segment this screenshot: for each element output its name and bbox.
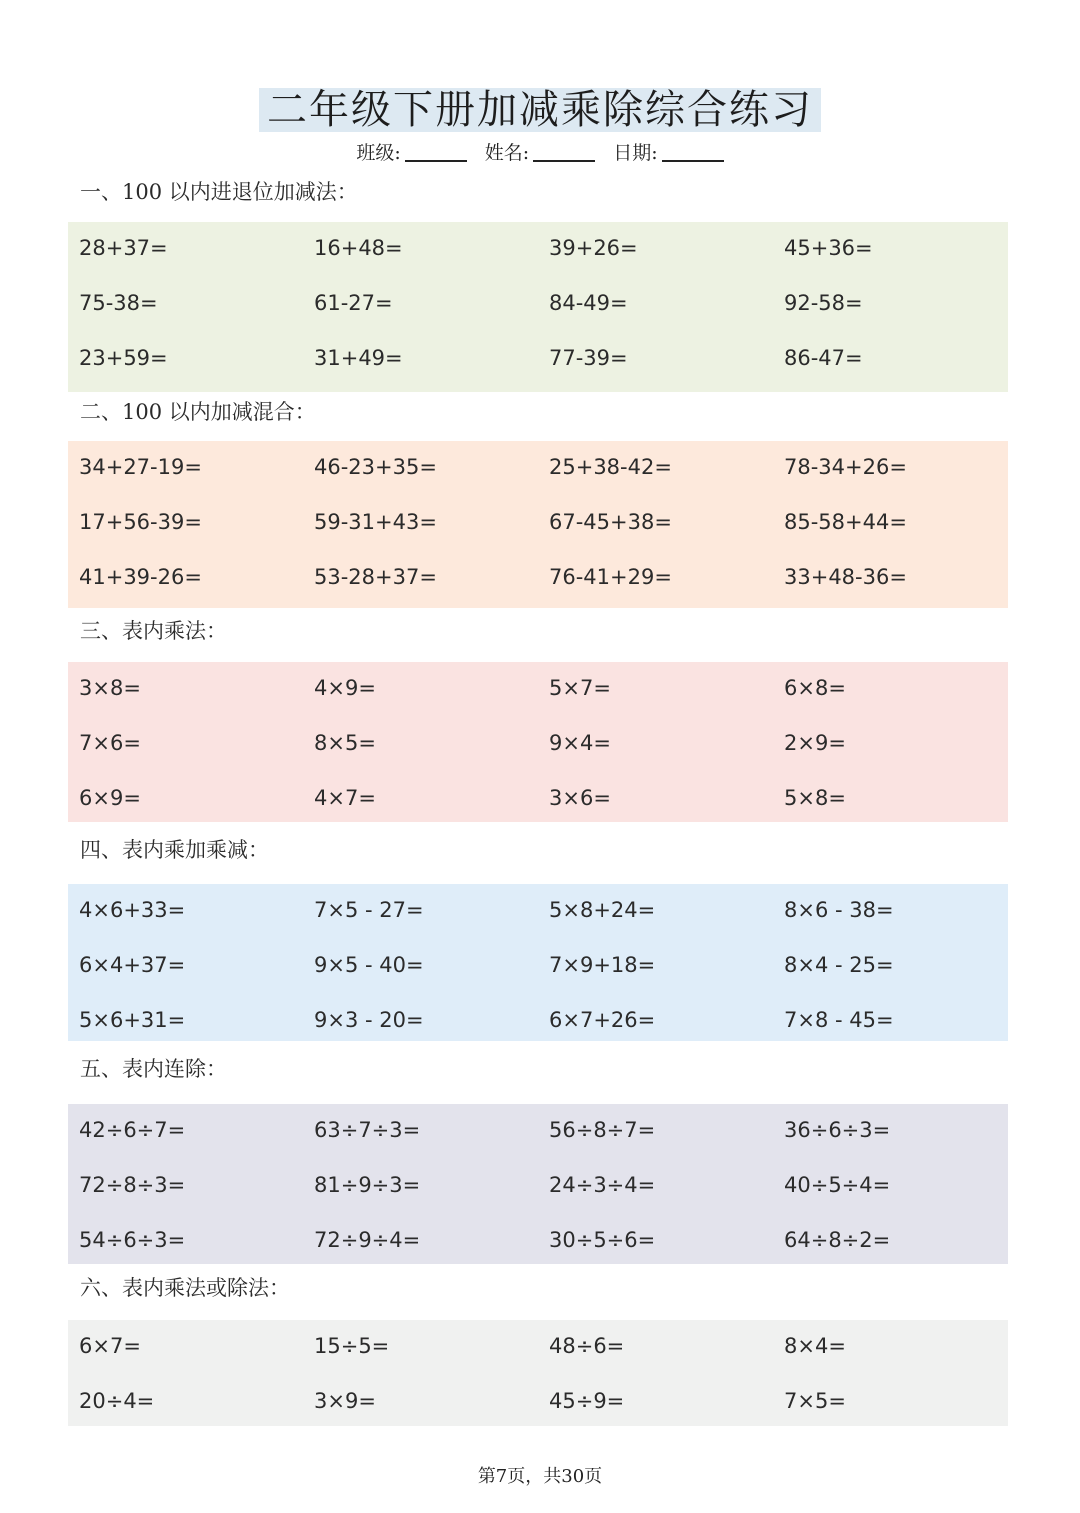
math-problem: 15÷5= — [314, 1334, 390, 1358]
problem-row — [68, 1000, 1008, 1040]
math-problem: 9×3 - 20= — [314, 1008, 424, 1032]
math-problem: 9×5 - 40= — [314, 953, 424, 977]
section-title: 五、表内连除： — [80, 1057, 227, 1081]
math-problem: 64÷8÷2= — [784, 1228, 891, 1252]
math-problem: 39+26= — [549, 236, 638, 260]
math-problem: 28+37= — [79, 236, 168, 260]
math-problem: 4×9= — [314, 676, 376, 700]
problem-row — [68, 723, 1008, 763]
math-problem: 7×5 - 27= — [314, 898, 424, 922]
math-problem: 2×9= — [784, 731, 846, 755]
math-problem: 45+36= — [784, 236, 873, 260]
math-problem: 77-39= — [549, 346, 628, 370]
problem-row — [68, 890, 1008, 930]
math-problem: 63÷7÷3= — [314, 1118, 421, 1142]
date-field — [613, 140, 723, 166]
math-problem: 36÷6÷3= — [784, 1118, 891, 1142]
problem-row — [68, 1165, 1008, 1205]
date-blank[interactable] — [662, 142, 724, 162]
math-problem: 61-27= — [314, 291, 393, 315]
class-field — [356, 140, 466, 166]
math-problem: 3×6= — [549, 786, 611, 810]
math-problem: 34+27-19= — [79, 455, 202, 479]
math-problem: 3×9= — [314, 1389, 376, 1413]
name-blank[interactable] — [533, 142, 595, 162]
class-blank[interactable] — [405, 142, 467, 162]
section-panel — [68, 662, 1008, 822]
math-problem: 31+49= — [314, 346, 403, 370]
info-line — [0, 140, 1080, 166]
math-problem: 20÷4= — [79, 1389, 155, 1413]
math-problem: 6×8= — [784, 676, 846, 700]
section-title: 一、100 以内进退位加减法： — [80, 180, 358, 204]
math-problem: 5×8+24= — [549, 898, 656, 922]
math-problem: 78-34+26= — [784, 455, 907, 479]
math-problem: 8×4 - 25= — [784, 953, 894, 977]
math-problem: 59-31+43= — [314, 510, 437, 534]
math-problem: 86-47= — [784, 346, 863, 370]
section-title: 二、100 以内加减混合： — [80, 400, 316, 424]
math-problem: 56÷8÷7= — [549, 1118, 656, 1142]
math-problem: 5×7= — [549, 676, 611, 700]
math-problem: 40÷5÷4= — [784, 1173, 891, 1197]
math-problem: 4×7= — [314, 786, 376, 810]
section-panel — [68, 1320, 1008, 1426]
problem-row — [68, 1326, 1008, 1366]
name-label: 姓名: — [484, 142, 530, 164]
math-problem: 6×7= — [79, 1334, 141, 1358]
math-problem: 4×6+33= — [79, 898, 186, 922]
section-panel — [68, 222, 1008, 392]
section-panel — [68, 441, 1008, 608]
page-footer: 第7页，共30页 — [477, 1466, 603, 1487]
section-panel — [68, 884, 1008, 1041]
math-problem: 6×9= — [79, 786, 141, 810]
problem-row — [68, 1381, 1008, 1421]
problem-row — [68, 283, 1008, 323]
problem-row — [68, 338, 1008, 378]
problem-row — [68, 945, 1008, 985]
math-problem: 45÷9= — [549, 1389, 625, 1413]
math-problem: 5×6+31= — [79, 1008, 186, 1032]
math-problem: 72÷8÷3= — [79, 1173, 186, 1197]
math-problem: 7×6= — [79, 731, 141, 755]
math-problem: 7×5= — [784, 1389, 846, 1413]
problem-row — [68, 668, 1008, 708]
math-problem: 33+48-36= — [784, 565, 907, 589]
math-problem: 81÷9÷3= — [314, 1173, 421, 1197]
problem-row — [68, 557, 1008, 597]
math-problem: 41+39-26= — [79, 565, 202, 589]
math-problem: 6×7+26= — [549, 1008, 656, 1032]
math-problem: 85-58+44= — [784, 510, 907, 534]
math-problem: 7×8 - 45= — [784, 1008, 894, 1032]
problem-row — [68, 447, 1008, 487]
problem-row — [68, 502, 1008, 542]
math-problem: 9×4= — [549, 731, 611, 755]
problem-row — [68, 1220, 1008, 1260]
math-problem: 16+48= — [314, 236, 403, 260]
date-label: 日期: — [613, 142, 658, 164]
section-title: 四、表内乘加乘减： — [80, 838, 269, 862]
math-problem: 67-45+38= — [549, 510, 672, 534]
math-problem: 8×4= — [784, 1334, 846, 1358]
section-title: 六、表内乘法或除法： — [80, 1276, 290, 1300]
page-title: 二年级下册加减乘除综合练习 — [259, 88, 821, 132]
math-problem: 42÷6÷7= — [79, 1118, 186, 1142]
math-problem: 75-38= — [79, 291, 158, 315]
math-problem: 30÷5÷6= — [549, 1228, 656, 1252]
class-label: 班级: — [356, 142, 401, 164]
math-problem: 5×8= — [784, 786, 846, 810]
name-field — [485, 140, 595, 166]
math-problem: 17+56-39= — [79, 510, 202, 534]
math-problem: 24÷3÷4= — [549, 1173, 656, 1197]
math-problem: 25+38-42= — [549, 455, 672, 479]
math-problem: 72÷9÷4= — [314, 1228, 421, 1252]
math-problem: 8×5= — [314, 731, 376, 755]
math-problem: 76-41+29= — [549, 565, 672, 589]
problem-row — [68, 778, 1008, 818]
math-problem: 6×4+37= — [79, 953, 186, 977]
problem-row — [68, 228, 1008, 268]
math-problem: 3×8= — [79, 676, 141, 700]
math-problem: 92-58= — [784, 291, 863, 315]
math-problem: 46-23+35= — [314, 455, 437, 479]
section-title: 三、表内乘法： — [80, 619, 227, 643]
math-problem: 7×9+18= — [549, 953, 656, 977]
math-problem: 84-49= — [549, 291, 628, 315]
math-problem: 48÷6= — [549, 1334, 625, 1358]
math-problem: 54÷6÷3= — [79, 1228, 186, 1252]
math-problem: 53-28+37= — [314, 565, 437, 589]
math-problem: 23+59= — [79, 346, 168, 370]
problem-row — [68, 1110, 1008, 1150]
title-wrap — [0, 88, 1080, 132]
section-panel — [68, 1104, 1008, 1264]
math-problem: 8×6 - 38= — [784, 898, 894, 922]
